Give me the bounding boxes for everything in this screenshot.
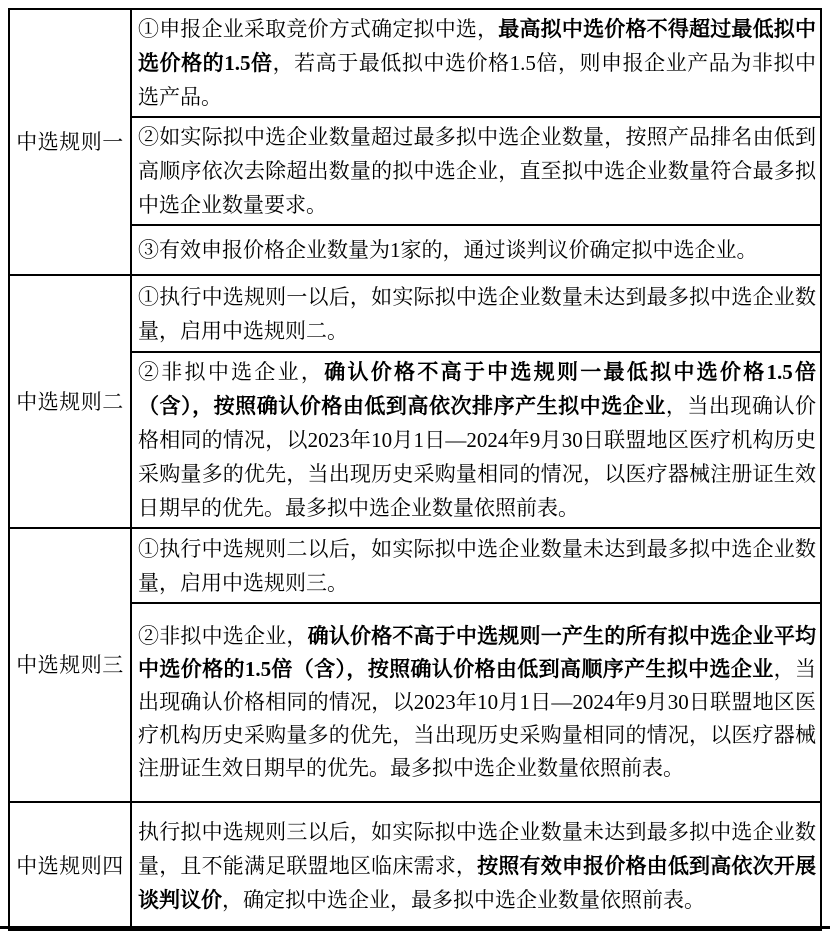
rule-text: 执行拟中选规则三以后，如实际拟中选企业数量未达到最多拟中选企业数量，且不能满足联盟地区临床需求，按照有效申报价格由低到高依次开展谈判议价，确定拟中选企业，最多拟中选企业数量依照前表。 (138, 820, 817, 912)
rule-group-label-1: 中选规则一 (9, 9, 131, 275)
rule-text: ②如实际拟中选企业数量超过最多拟中选企业数量，按照产品排名由低到高顺序依次去除超出数量的拟中选企业，直至拟中选企业数量符合最多拟中选企业数量要求。 (138, 125, 816, 217)
rule-text: ②非拟中选企业，确认价格不高于中选规则一最低拟中选价格1.5倍（含），按照确认价格由低到高依次排序产生拟中选企业，当出现确认价格相同的情况，以2023年10月1日—2024年9月30日联盟地区医疗机构历史采购量多的优先，当出现历史采购量相同的情况，以医疗器械注册证生效日期早的优先。最多拟中选企业数量依照前表。 (138, 360, 817, 520)
table-row (9, 528, 821, 603)
rule-cell (131, 275, 821, 352)
rule-cell (131, 352, 821, 528)
table-row (9, 9, 821, 117)
rule-cell (131, 225, 821, 275)
table-row (9, 802, 821, 930)
table-row (9, 275, 821, 352)
rule-group-label-3: 中选规则三 (9, 528, 131, 802)
rule-cell (131, 528, 821, 603)
table-row (9, 603, 821, 802)
rule-cell (131, 9, 821, 117)
rule-cell (131, 802, 821, 930)
rule-text: ①申报企业采取竞价方式确定拟中选，最高拟中选价格不得超过最低拟中选价格的1.5倍，若高于最低拟中选价格1.5倍，则申报企业产品为非拟中选产品。 (138, 17, 817, 109)
selection-rules-table (8, 8, 822, 931)
rule-text: ③有效申报价格企业数量为1家的，通过谈判议价确定拟中选企业。 (138, 238, 758, 262)
page-bottom-rule (0, 926, 830, 929)
rule-text: ①执行中选规则一以后，如实际拟中选企业数量未达到最多拟中选企业数量，启用中选规则二。 (138, 284, 816, 343)
rule-group-label-4: 中选规则四 (9, 802, 131, 930)
rule-cell (131, 603, 821, 802)
table-row (9, 225, 821, 275)
rule-group-label-2: 中选规则二 (9, 275, 131, 528)
rule-cell (131, 117, 821, 225)
rule-text: ①执行中选规则二以后，如实际拟中选企业数量未达到最多拟中选企业数量，启用中选规则三。 (138, 536, 816, 595)
rule-text: ②非拟中选企业，确认价格不高于中选规则一产生的所有拟中选企业平均中选价格的1.5倍（含），按照确认价格由低到高顺序产生拟中选企业，当出现确认价格相同的情况，以2023年10月1日—2024年9月30日联盟地区医疗机构历史采购量多的优先，当出现历史采购量相同的情况，以医疗器械注册证生效日期早的优先。最多拟中选企业数量依照前表。 (138, 624, 817, 780)
table-row (9, 117, 821, 225)
table-row (9, 352, 821, 528)
